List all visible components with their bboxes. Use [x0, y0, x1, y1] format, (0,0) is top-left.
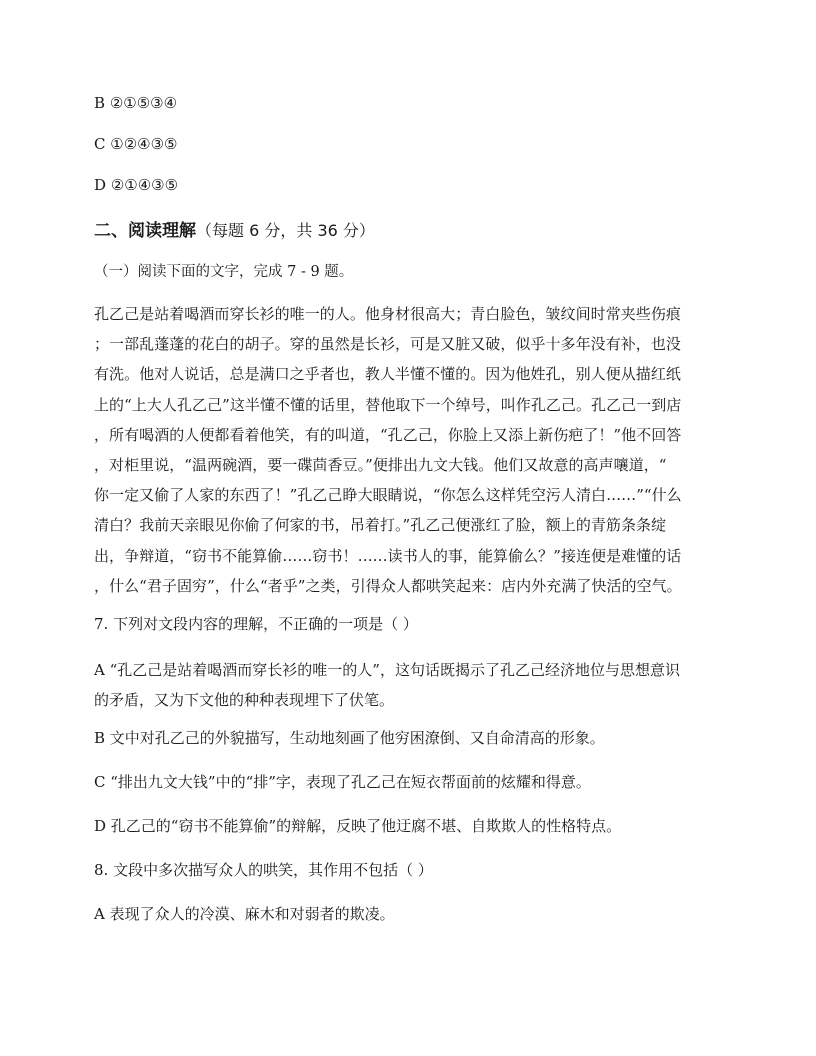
- question-7-option-d: D 孔乙己的“窃书不能算偷”的辩解，反映了他迂腐不堪、自欺欺人的性格特点。: [94, 817, 622, 836]
- passage-line: ；一部乱蓬蓬的花白的胡子。穿的虽然是长衫，可是又脏又破，似乎十多年没有补，也没: [94, 335, 681, 354]
- option-line: 的矛盾，又为下文他的种种表现埋下了伏笔。: [94, 691, 395, 710]
- passage-line: 出，争辩道，“窃书不能算偷……窃书！……读书人的事，能算偷么？”接连便是难懂的话: [94, 546, 682, 565]
- question-7-stem: 7. 下列对文段内容的理解，不正确的一项是（ ）: [94, 615, 418, 634]
- section-title: 二、阅读理解: [94, 221, 196, 241]
- option-text: ②①④③⑤: [110, 176, 179, 194]
- question-8-stem: 8. 文段中多次描写众人的哄笑，其作用不包括（ ）: [94, 861, 433, 880]
- option-letter: C: [94, 135, 106, 153]
- option-line: A “孔乙己是站着喝酒而穿长衫的唯一的人”，这句话既揭示了孔乙己经济地位与思想意识: [94, 661, 680, 680]
- passage-line: ，所有喝酒的人便都看着他笑，有的叫道，“孔乙己，你脸上又添上新伤疤了！”他不回答: [94, 425, 682, 444]
- reading-passage: [94, 299, 726, 601]
- option-letter: D: [94, 176, 107, 194]
- question-7-option-a: [94, 655, 726, 715]
- subsection-instruction: （一）阅读下面的文字，完成 7 - 9 题。: [94, 264, 354, 280]
- option-d: [94, 174, 726, 215]
- passage-line: 你一定又偷了人家的东西了！”孔乙己睁大眼睛说，“你怎么这样凭空污人清白……”“什么: [94, 486, 682, 505]
- option-text: ①②④③⑤: [110, 135, 178, 153]
- option-b: [94, 92, 726, 133]
- passage-line: 有洗。他对人说话，总是满口之乎者也，教人半懂不懂的。因为他姓孔，别人便从描红纸: [94, 365, 681, 384]
- document-page: [94, 92, 726, 945]
- passage-line: 清白？我前天亲眼见你偷了何家的书，吊着打。”孔乙己便涨红了脸，额上的青筋条条绽: [94, 516, 667, 535]
- passage-line: 孔乙己是站着喝酒而穿长衫的唯一的人。他身材很高大；青白脸色，皱纹间时常夹些伤痕: [94, 305, 681, 323]
- passage-line: ，什么“君子固穷”，什么“者乎”之类，引得众人都哄笑起来：店内外充满了快活的空气。: [94, 576, 682, 595]
- question-7-option-c: C “排出九文大钱”中的“排”字，表现了孔乙己在短衣帮面前的炫耀和得意。: [94, 773, 591, 792]
- passage-line: 上的“上大人孔乙己”这半懂不懂的话里，替他取下一个绰号，叫作孔乙己。孔乙己一到店: [94, 395, 682, 414]
- passage-line: ，对柜里说，“温两碗酒，要一碟茴香豆。”便排出九文大钱。他们又故意的高声嚷道，“: [94, 456, 667, 475]
- section-note: （每题 6 分，共 36 分）: [196, 221, 375, 240]
- section-heading: [94, 215, 726, 259]
- question-7-option-b: B 文中对孔乙己的外貌描写，生动地刻画了他穷困潦倒、又自命清高的形象。: [94, 729, 605, 748]
- question-8-option-a: A 表现了众人的冷漠、麻木和对弱者的欺凌。: [94, 905, 395, 924]
- option-c: [94, 133, 726, 174]
- option-text: ②①⑤③④: [109, 94, 178, 112]
- option-letter: B: [94, 94, 106, 112]
